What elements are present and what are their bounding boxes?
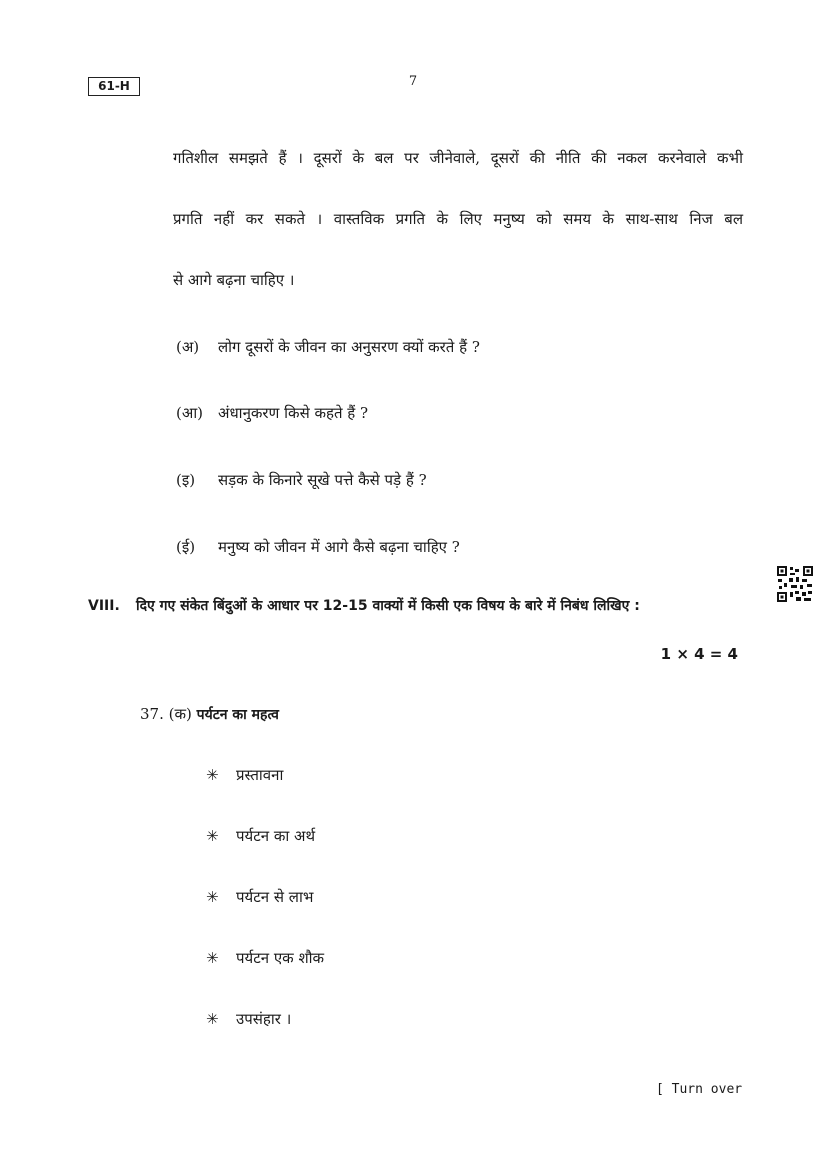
question-label: (इ) bbox=[176, 471, 196, 489]
question-text: सड़क के किनारे सूखे पत्ते कैसे पड़े हैं ? bbox=[218, 471, 427, 489]
essay-topic bbox=[140, 704, 279, 724]
essay-point bbox=[206, 826, 315, 846]
asterisk-icon: ✳ bbox=[206, 827, 219, 845]
essay-prefix: 37. (क) bbox=[140, 705, 192, 723]
passage-line-2: प्रगति नहीं कर सकते । वास्तविक प्रगति के लिए मनुष्य को समय के साथ-साथ निज बल bbox=[173, 210, 743, 228]
page-number: 7 bbox=[408, 74, 418, 89]
question-label: (आ) bbox=[176, 404, 204, 422]
marks-allocation: 1 × 4 = 4 bbox=[660, 645, 738, 663]
paper-code: 61-H bbox=[88, 77, 140, 96]
essay-point bbox=[206, 1009, 291, 1029]
question-text: मनुष्य को जीवन में आगे कैसे बढ़ना चाहिए ? bbox=[218, 538, 460, 556]
asterisk-icon: ✳ bbox=[206, 1010, 219, 1028]
turn-over-note: [ Turn over bbox=[656, 1082, 743, 1097]
essay-point bbox=[206, 948, 324, 968]
question-text: लोग दूसरों के जीवन का अनुसरण क्यों करते हैं ? bbox=[218, 338, 480, 356]
question-ii bbox=[176, 537, 460, 557]
passage-line-3: से आगे बढ़ना चाहिए । bbox=[173, 271, 295, 289]
asterisk-icon: ✳ bbox=[206, 766, 219, 784]
essay-point-text: प्रस्तावना bbox=[236, 766, 284, 784]
essay-point-text: उपसंहार । bbox=[236, 1010, 292, 1028]
asterisk-icon: ✳ bbox=[206, 949, 219, 967]
essay-point-text: पर्यटन से लाभ bbox=[236, 888, 314, 906]
asterisk-icon: ✳ bbox=[206, 888, 219, 906]
essay-title: पर्यटन का महत्व bbox=[196, 707, 279, 723]
question-aa bbox=[176, 403, 368, 423]
section-number: VIII. bbox=[88, 598, 120, 614]
section-heading bbox=[88, 596, 640, 616]
essay-point-text: पर्यटन एक शौक bbox=[236, 949, 325, 967]
question-a bbox=[176, 337, 480, 357]
essay-point bbox=[206, 887, 313, 907]
passage-line-1: गतिशील समझते हैं । दूसरों के बल पर जीनेवाले, दूसरों की नीति की नकल करनेवाले कभी bbox=[173, 149, 743, 167]
qr-code-icon bbox=[776, 565, 814, 603]
question-label: (ई) bbox=[176, 538, 196, 556]
essay-point-text: पर्यटन का अर्थ bbox=[236, 827, 316, 845]
section-instruction: दिए गए संकेत बिंदुओं के आधार पर 12-15 वाक्यों में किसी एक विषय के बारे में निबंध लिखिए : bbox=[136, 598, 640, 614]
question-i bbox=[176, 470, 427, 490]
question-text: अंधानुकरण किसे कहते हैं ? bbox=[218, 404, 369, 422]
essay-point bbox=[206, 765, 283, 785]
question-label: (अ) bbox=[176, 338, 200, 356]
